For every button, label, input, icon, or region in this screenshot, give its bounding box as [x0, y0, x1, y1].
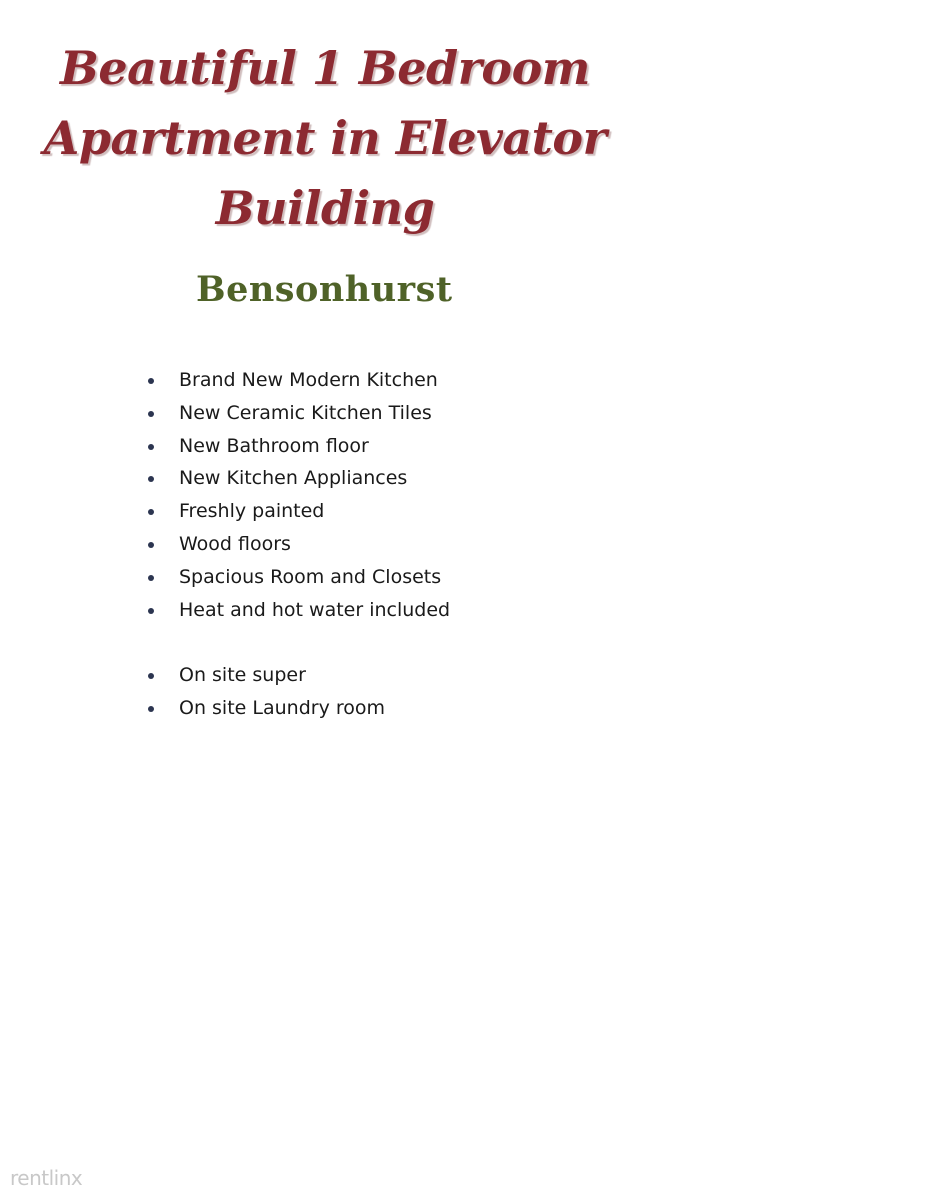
feature-item	[146, 659, 450, 692]
bullet-icon	[148, 378, 154, 384]
title-line-1: Beautiful 1 Bedroom	[60, 40, 590, 95]
bullet-icon	[148, 509, 154, 515]
feature-item	[146, 462, 450, 495]
bullet-icon	[148, 575, 154, 581]
feature-item	[146, 364, 450, 397]
feature-item	[146, 692, 450, 725]
feature-label: On site super	[179, 664, 306, 687]
feature-item	[146, 495, 450, 528]
feature-item	[146, 528, 450, 561]
features-list	[146, 364, 450, 725]
feature-label: New Ceramic Kitchen Tiles	[179, 401, 432, 424]
feature-label: Wood floors	[179, 532, 291, 555]
feature-item	[146, 397, 450, 430]
feature-label: New Bathroom floor	[179, 434, 369, 457]
bullet-icon	[148, 673, 154, 679]
neighborhood-heading: Bensonhurst	[196, 269, 453, 310]
feature-label: On site Laundry room	[179, 696, 386, 719]
listing-title	[40, 33, 610, 243]
feature-label: Brand New Modern Kitchen	[179, 369, 438, 391]
title-line-3: Building	[215, 180, 435, 235]
bullet-icon	[148, 411, 154, 417]
feature-label: Freshly painted	[179, 500, 325, 523]
feature-label: New Kitchen Appliances	[179, 467, 408, 490]
feature-item	[146, 430, 450, 463]
bullet-icon	[148, 706, 154, 712]
feature-item	[146, 561, 450, 594]
bullet-icon	[148, 608, 154, 614]
bullet-icon	[148, 444, 154, 450]
title-line-2: Apartment in Elevator	[43, 110, 607, 165]
rentlinx-watermark: rentlinx	[10, 1166, 83, 1190]
feature-label: Heat and hot water included	[179, 598, 451, 621]
feature-label: Spacious Room and Closets	[179, 565, 442, 588]
bullet-icon	[148, 476, 154, 482]
feature-item	[146, 594, 450, 627]
bullet-icon	[148, 542, 154, 548]
